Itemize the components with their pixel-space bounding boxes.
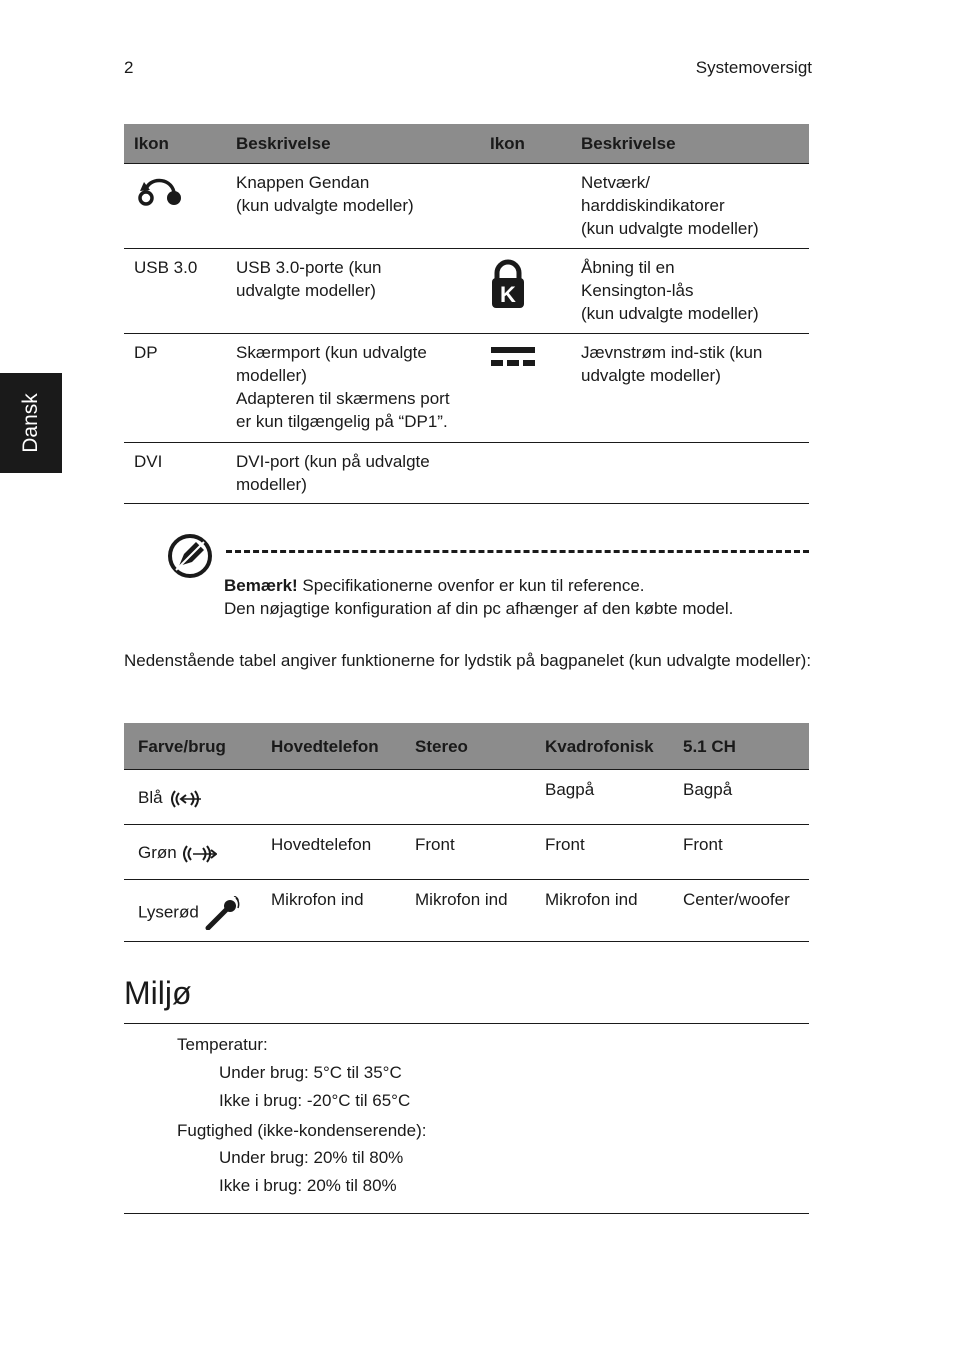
header-headphone: Hovedtelefon (257, 723, 401, 770)
description-cell (226, 249, 480, 334)
description-line: modeller) (236, 475, 307, 494)
description-cell (226, 164, 480, 249)
table-row (124, 443, 809, 504)
header-color: Farve/brug (124, 723, 257, 770)
icon-label: DVI (124, 443, 226, 504)
description-line: (kun udvalgte modeller) (581, 219, 759, 238)
color-label: Blå (138, 788, 163, 807)
color-label: Grøn (138, 843, 177, 862)
recovery-icon (134, 174, 186, 210)
heading-rule (124, 1023, 809, 1024)
color-label: Lyserød (138, 902, 199, 922)
description-line: harddiskindikatorer (581, 196, 725, 215)
header-description-1: Beskrivelse (226, 124, 480, 164)
icon-table (124, 124, 809, 504)
description-line: Adapteren til skærmens port (236, 389, 450, 408)
table-row (124, 249, 809, 334)
description-line: modeller) (236, 366, 307, 385)
description-cell (571, 443, 809, 504)
env-item-temp-operating: Under brug: 5°C til 35°C (219, 1063, 402, 1082)
note-divider (226, 550, 809, 553)
icon-cell (480, 164, 571, 249)
table-row (124, 770, 809, 825)
dc-power-icon (490, 344, 536, 370)
kensington-lock-icon (490, 259, 526, 311)
quadraphonic-cell: Mikrofon ind (531, 880, 669, 942)
description-line: Skærmport (kun udvalgte (236, 343, 427, 362)
line-in-icon (167, 788, 203, 810)
table-row (124, 334, 809, 443)
description-line: Jævnstrøm ind-stik (kun (581, 343, 763, 362)
table-row (124, 164, 809, 249)
description-line: er kun tilgængelig på “DP1”. (236, 412, 448, 431)
color-cell (124, 770, 257, 825)
env-item-humidity: Fugtighed (ikke-kondenserende): (177, 1121, 427, 1140)
headphone-cell: Mikrofon ind (257, 880, 401, 942)
description-cell (226, 334, 480, 443)
env-item-temp-storage: Ikke i brug: -20°C til 65°C (219, 1091, 411, 1110)
ch51-cell: Bagpå (669, 770, 809, 825)
color-cell (124, 880, 257, 942)
table-row (124, 880, 809, 942)
icon-cell (480, 334, 571, 443)
header-icon-1: Ikon (124, 124, 226, 164)
section-title: Systemoversigt (695, 58, 812, 77)
audio-table-header (124, 723, 809, 770)
header-description-2: Beskrivelse (571, 124, 809, 164)
table-row (124, 825, 809, 880)
description-line: Åbning til en (581, 258, 675, 277)
icon-table-header (124, 124, 809, 164)
note-line-2: Den nøjagtige konfiguration af din pc afhænger af den købte model. (224, 599, 734, 618)
quadraphonic-cell: Front (531, 825, 669, 880)
language-tab (0, 373, 62, 473)
headphone-cell (257, 770, 401, 825)
audio-intro: Nedenstående tabel angiver funktionerne for lydstik på bagpanelet (kun udvalgte modeller): (124, 651, 812, 670)
svg-text:K: K (500, 282, 516, 307)
header-51ch: 5.1 CH (669, 723, 809, 770)
description-line: Knappen Gendan (236, 173, 370, 192)
ch51-cell: Front (669, 825, 809, 880)
quadraphonic-cell: Bagpå (531, 770, 669, 825)
section-end-rule (124, 1213, 809, 1214)
audio-table (124, 723, 809, 942)
language-tab-label: Dansk (19, 393, 42, 453)
note-icon (166, 532, 214, 580)
note-bold-label: Bemærk! (224, 576, 298, 595)
color-cell (124, 825, 257, 880)
description-cell (226, 443, 480, 504)
note-line-1: Specifikationerne ovenfor er kun til reference. (297, 576, 645, 595)
env-item-humidity-storage: Ikke i brug: 20% til 80% (219, 1176, 397, 1195)
header-icon-2: Ikon (480, 124, 571, 164)
page-number: 2 (124, 58, 134, 77)
description-line: Kensington-lås (581, 281, 694, 300)
description-cell (571, 164, 809, 249)
description-line: USB 3.0-porte (kun (236, 258, 382, 277)
description-line: DVI-port (kun på udvalgte (236, 452, 430, 471)
env-item-humidity-operating: Under brug: 20% til 80% (219, 1148, 404, 1167)
icon-label: USB 3.0 (124, 249, 226, 334)
icon-cell (124, 164, 226, 249)
line-out-icon (181, 843, 217, 865)
ch51-cell: Center/woofer (669, 880, 809, 942)
section-heading: Miljø (124, 975, 192, 1011)
headphone-cell: Hovedtelefon (257, 825, 401, 880)
stereo-cell: Front (401, 825, 531, 880)
description-line: udvalgte modeller) (581, 366, 721, 385)
description-line: Netværk/ (581, 173, 650, 192)
header-quadraphonic: Kvadrofonisk (531, 723, 669, 770)
note-text (224, 574, 733, 620)
header-stereo: Stereo (401, 723, 531, 770)
icon-cell (480, 249, 571, 334)
description-cell (571, 249, 809, 334)
stereo-cell: Mikrofon ind (401, 880, 531, 942)
description-cell (571, 334, 809, 443)
stereo-cell (401, 770, 531, 825)
description-line: (kun udvalgte modeller) (236, 196, 414, 215)
description-line: (kun udvalgte modeller) (581, 304, 759, 323)
microphone-icon (204, 896, 240, 930)
description-line: udvalgte modeller) (236, 281, 376, 300)
env-item-temperature: Temperatur: (177, 1035, 268, 1054)
icon-cell (480, 443, 571, 504)
icon-label: DP (124, 334, 226, 443)
